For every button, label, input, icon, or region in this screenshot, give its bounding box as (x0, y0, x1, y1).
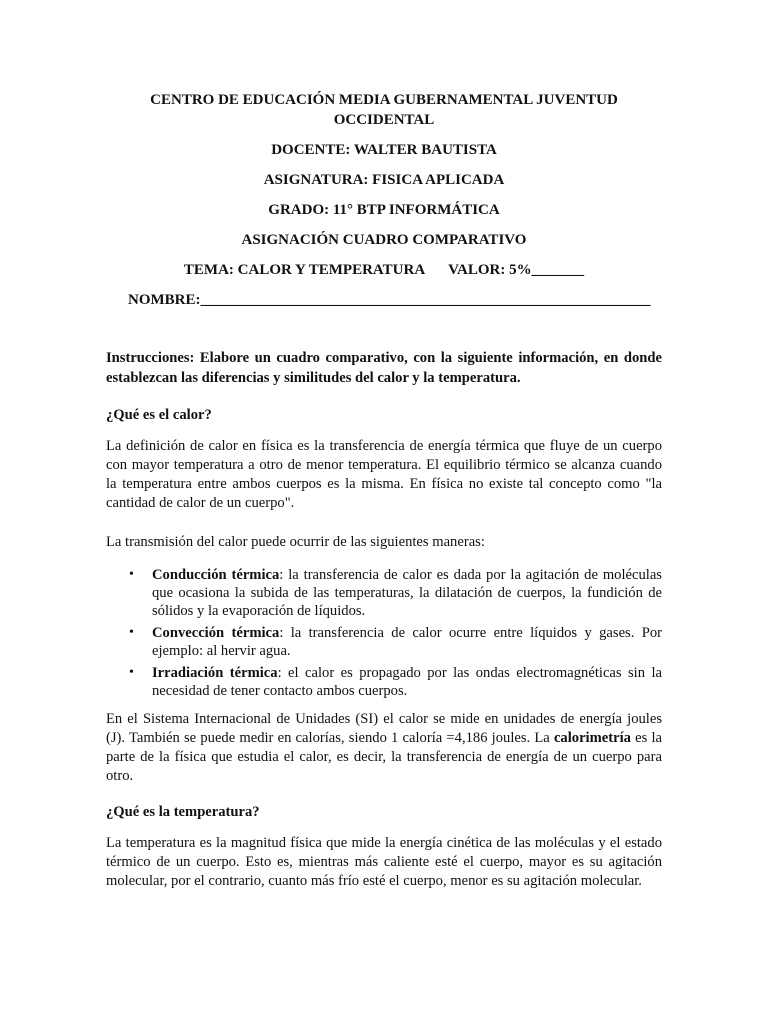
bullet-icon: • (129, 625, 134, 640)
subject-line: ASIGNATURA: FISICA APLICADA (263, 172, 505, 188)
value-text: VALOR: 5%_______ (448, 262, 585, 278)
si-text-after: es la parte de la física que estudia el calor, es decir, la transferencia de energía de un cuerpo para otro. (106, 730, 662, 784)
name-field-line: NOMBRE:____________________________________________________________ (128, 292, 651, 308)
temperature-question-heading: ¿Qué es la temperatura? (106, 804, 260, 820)
topic-text: TEMA: CALOR Y TEMPERATURA (183, 262, 425, 278)
teacher-line: DOCENTE: WALTER BAUTISTA (271, 142, 497, 158)
list-item-text: : la transferencia de calor es dada por la agitación de moléculas que ocasiona la subida de las temperaturas, la dilatación de cuerpos, la fundición de sólidos y la evaporación de líquidos. (152, 567, 662, 619)
calorimetry-term: calorimetría (553, 730, 631, 746)
list-item-text: : la transferencia de calor ocurre entre líquidos y gases. Por ejemplo: al hervir agua. (152, 625, 662, 659)
bullet-icon: • (129, 665, 134, 680)
grade-line: GRADO: 11° BTP INFORMÁTICA (268, 202, 500, 218)
transmission-list (106, 566, 662, 700)
institution-title: CENTRO DE EDUCACIÓN MEDIA GUBERNAMENTAL JUVENTUD OCCIDENTAL (150, 92, 618, 128)
assignment-line: ASIGNACIÓN CUADRO COMPARATIVO (241, 232, 527, 248)
heat-definition-paragraph: La definición de calor en física es la transferencia de energía térmica que fluye de un cuerpo con mayor temperatura a otro de menor temperatura. El equilibrio térmico se alcanza cuando la temperatura entre ambos cuerpos es la misma. En física no existe tal concepto como "la cantidad de calor de un cuerpo". (106, 438, 662, 511)
topic-line (106, 260, 662, 280)
heat-question-heading: ¿Qué es el calor? (106, 407, 212, 423)
list-item (129, 664, 662, 700)
transmission-intro-paragraph: La transmisión del calor puede ocurrir de las siguientes maneras: (106, 534, 485, 550)
list-item-term: Convección térmica (152, 625, 280, 641)
list-item-text: : el calor es propagado por las ondas electromagnéticas sin la necesidad de tener contacto ambos cuerpos. (152, 665, 662, 699)
si-units-paragraph (106, 710, 662, 786)
bullet-icon: • (129, 567, 134, 582)
list-item-term: Conducción térmica (152, 567, 280, 583)
instructions-paragraph: Instrucciones: Elabore un cuadro comparativo, con la siguiente información, en donde establezcan las diferencias y similitudes del calor y la temperatura. (106, 350, 662, 386)
document-header (106, 0, 662, 310)
si-text-before: En el Sistema Internacional de Unidades (SI) el calor se mide en unidades de energía joules (J). También se puede medir en calorías, siendo 1 caloría =4,186 joules. La (106, 711, 662, 746)
list-item (129, 624, 662, 660)
list-item-term: Irradiación térmica (152, 665, 278, 681)
list-item (129, 566, 662, 620)
temperature-definition-paragraph: La temperatura es la magnitud física que mide la energía cinética de las moléculas y el estado térmico de un cuerpo. Esto es, mientras más caliente esté el cuerpo, mayor es su agitación molecular, por el contrario, cuanto más frío esté el cuerpo, menor es su agitación molecular. (106, 835, 662, 889)
